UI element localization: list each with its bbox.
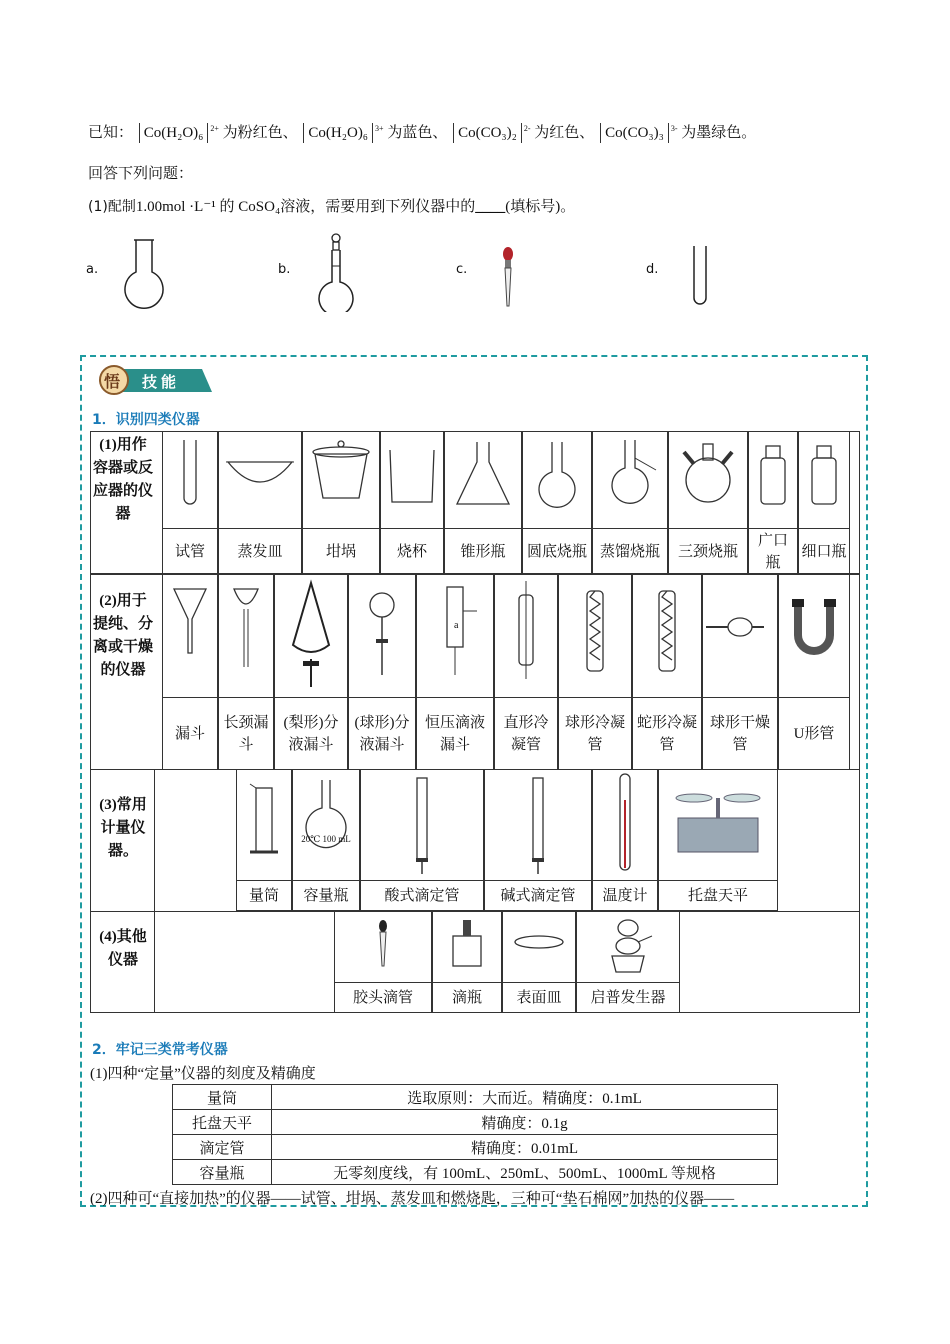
- section-2-sub2: (2)四种可“直接加热”的仪器——试管、坩埚、蒸发皿和燃烧匙，三种可“垫石棉网”加热的仪器——: [90, 1191, 735, 1207]
- cond-icon: [495, 575, 557, 697]
- category-4-item-name: 启普发生器: [590, 990, 666, 1006]
- complex-1-desc: 为粉红色、: [222, 125, 298, 141]
- category-1-item-name: 圆底烧瓶: [526, 543, 587, 560]
- table-cell: 托盘天平: [173, 1110, 272, 1135]
- category-3-cell: [592, 769, 658, 911]
- choice-a[interactable]: [86, 232, 186, 312]
- tube-icon: [163, 432, 217, 528]
- choice-b[interactable]: [278, 232, 378, 312]
- table-cell: 滴定管: [173, 1135, 272, 1160]
- cylinder-icon: [237, 770, 291, 880]
- category-1-label: (1)用作容器或反应器的仪器: [92, 437, 153, 522]
- category-1-item-name: 蒸发皿: [237, 543, 283, 560]
- q1-part-b: 的: [219, 199, 235, 215]
- dropper-icon: [484, 232, 544, 312]
- pear-icon: [275, 575, 347, 697]
- category-2-item-name: 球形干燥管: [709, 715, 770, 753]
- category-3-label: (3)常用计量仪器。: [99, 797, 147, 859]
- const-icon: [417, 575, 493, 697]
- crucible-icon: [303, 432, 379, 528]
- category-4-item-name: 胶头滴管: [352, 990, 413, 1006]
- skills-badge: [94, 364, 214, 401]
- category-2-cell: [778, 574, 850, 770]
- category-1-item-name: 烧杯: [396, 543, 427, 560]
- category-2-item-name: 直形冷凝管: [503, 715, 549, 753]
- precision-table: [172, 1084, 778, 1185]
- category-1-cell: [748, 431, 798, 574]
- table-row: [173, 1085, 778, 1110]
- question-1: [88, 195, 575, 216]
- table-cell: 容量瓶: [173, 1160, 272, 1185]
- choice-a-label: a.: [86, 262, 99, 277]
- category-1-item-name: 广口瓶: [757, 532, 788, 571]
- volflask-icon: [293, 770, 359, 880]
- complex-3-desc: 为红色、: [534, 125, 595, 141]
- category-2-cell: [702, 574, 778, 770]
- badge-char: 悟: [104, 372, 121, 391]
- balance-icon: [659, 770, 777, 880]
- watch-icon: [503, 912, 575, 982]
- category-1-cell: [592, 431, 668, 574]
- category-2-label: (2)用于提纯、分离或干燥的仪器: [92, 593, 153, 678]
- category-2-item-name: (球形)分液漏斗: [354, 715, 410, 753]
- volumetric-flask-icon: [306, 232, 366, 312]
- charge-4: 3-: [670, 124, 678, 133]
- category-1-item-name: 细口瓶: [801, 543, 847, 560]
- category-2-cell: [494, 574, 558, 770]
- marker-a: a: [454, 620, 459, 631]
- category-1-cell: [798, 431, 850, 574]
- charge-1: 2+: [210, 124, 219, 133]
- beaker-icon: [381, 432, 443, 528]
- kipp-icon: [577, 912, 679, 982]
- category-2-cell: [274, 574, 348, 770]
- category-3-item-name: 托盘天平: [687, 888, 748, 904]
- category-2-item-name: 蛇形冷凝管: [636, 715, 697, 753]
- burette-icon: [485, 770, 591, 880]
- category-2-cell: [558, 574, 632, 770]
- category-3-item-name: 酸式滴定管: [384, 888, 460, 904]
- category-4-cell: [432, 911, 502, 1013]
- category-2-cell: [632, 574, 702, 770]
- coil-icon: [559, 575, 631, 697]
- conical-icon: [445, 432, 521, 528]
- charge-3: 2-: [523, 124, 531, 133]
- category-2-item-name: 长颈漏斗: [223, 715, 269, 753]
- test-tube-icon: [674, 232, 734, 312]
- section-1-title: 1．识别四类仪器: [92, 412, 200, 428]
- distill-icon: [593, 432, 667, 528]
- dropbottle-icon: [433, 912, 501, 982]
- table-row: [173, 1135, 778, 1160]
- complex-2: Co(H₂O)₆: [303, 123, 373, 143]
- jar-icon: [749, 432, 797, 528]
- coil-icon: [633, 575, 701, 697]
- category-2-item-name: 球形冷凝管: [564, 715, 625, 753]
- category-1-item-name: 坩埚: [325, 543, 356, 560]
- choice-b-label: b.: [278, 262, 291, 277]
- q1-concentration: 1.00mol ·L⁻¹: [135, 199, 216, 215]
- table-cell: 选取原则：大而近。精确度：0.1mL: [272, 1085, 778, 1110]
- table-row: [173, 1160, 778, 1185]
- category-4-cell: [334, 911, 432, 1013]
- complex-4-desc: 为墨绿色。: [681, 125, 757, 141]
- category-2-item-name: (梨形)分液漏斗: [283, 715, 339, 753]
- burette-icon: [361, 770, 483, 880]
- funnel-icon: [163, 575, 217, 697]
- category-4-cell: [576, 911, 680, 1013]
- round-flask-icon: [114, 232, 174, 312]
- table-row: [173, 1110, 778, 1135]
- charge-2: 3+: [375, 124, 384, 133]
- category-2-cell: [416, 574, 494, 770]
- category-2-cell: [348, 574, 416, 770]
- table-cell: 精确度：0.1g: [272, 1110, 778, 1135]
- category-1-item-name: 蒸馏烧瓶: [599, 543, 660, 560]
- choice-c-label: c.: [456, 262, 468, 277]
- category-2-item-name: U形管: [793, 726, 835, 742]
- category-1-cell: [668, 431, 748, 574]
- badge-text: 技能: [142, 373, 181, 391]
- choice-d[interactable]: [646, 232, 746, 312]
- category-2-item-name: 恒压滴液漏斗: [424, 715, 485, 753]
- category-3-item-name: 量筒: [248, 888, 279, 904]
- category-3-cell: [236, 769, 292, 911]
- complex-3: Co(CO₃)₂: [453, 123, 522, 143]
- table-cell: 量筒: [173, 1085, 272, 1110]
- known-line: [88, 121, 756, 143]
- table-cell: 精确度：0.01mL: [272, 1135, 778, 1160]
- category-3-cell: [360, 769, 484, 911]
- choice-c[interactable]: [456, 232, 556, 312]
- q1-part-c: 溶液，需要用到下列仪器中的: [280, 199, 476, 215]
- category-2-cell: [218, 574, 274, 770]
- utube-icon: [779, 575, 849, 697]
- category-3-item-name: 碱式滴定管: [500, 888, 576, 904]
- category-3-item-name: 容量瓶: [303, 888, 349, 904]
- category-1-cell: [380, 431, 444, 574]
- longf-icon: [219, 575, 273, 697]
- choice-d-label: d.: [646, 262, 659, 277]
- section-2-title: 2．牢记三类常考仪器: [92, 1042, 228, 1058]
- category-1-item-name: 锥形瓶: [460, 543, 506, 560]
- jar-icon: [799, 432, 849, 528]
- category-1-cell: [522, 431, 592, 574]
- complex-1: Co(H₂O)₆: [139, 123, 209, 143]
- category-3-cell: [658, 769, 778, 911]
- dryer-icon: [703, 575, 777, 697]
- category-4-label: (4)其他仪器: [99, 929, 147, 968]
- category-1-cell: [444, 431, 522, 574]
- category-4-cell: [502, 911, 576, 1013]
- q1-salt: CoSO₄: [238, 199, 281, 215]
- complex-2-desc: 为蓝色、: [387, 125, 448, 141]
- category-3-item-name: 温度计: [602, 888, 648, 904]
- category-1-item-name: 三颈烧瓶: [677, 543, 738, 560]
- category-1-item-name: 试管: [174, 543, 205, 560]
- table-cell: 无零刻度线，有 100mL、250mL、500mL、1000mL 等规格: [272, 1160, 778, 1185]
- round-icon: [523, 432, 591, 528]
- category-2-item-name: 漏斗: [174, 726, 205, 742]
- known-prefix: 已知：: [88, 125, 134, 141]
- category-1-cell: [162, 431, 218, 574]
- answer-blank[interactable]: ____: [475, 199, 506, 215]
- thermo-icon: [593, 770, 657, 880]
- q1-part-a: (1)配制: [88, 199, 136, 215]
- category-2-cell: [162, 574, 218, 770]
- dish-icon: [219, 432, 301, 528]
- flask-marking: 20℃ 100 mL: [301, 834, 351, 844]
- q1-part-d: (填标号)。: [505, 199, 576, 215]
- category-4-item-name: 滴瓶: [451, 990, 482, 1006]
- pipette-icon: [335, 912, 431, 982]
- category-1-cell: [302, 431, 380, 574]
- section-2-sub1: (1)四种“定量”仪器的刻度及精确度: [90, 1066, 316, 1082]
- ballsep-icon: [349, 575, 415, 697]
- category-1-cell: [218, 431, 302, 574]
- prompt-line: 回答下列问题：: [88, 166, 194, 182]
- three-icon: [669, 432, 747, 528]
- complex-4: Co(CO₃)₃: [600, 123, 669, 143]
- category-4-item-name: 表面皿: [516, 990, 562, 1006]
- category-3-cell: [484, 769, 592, 911]
